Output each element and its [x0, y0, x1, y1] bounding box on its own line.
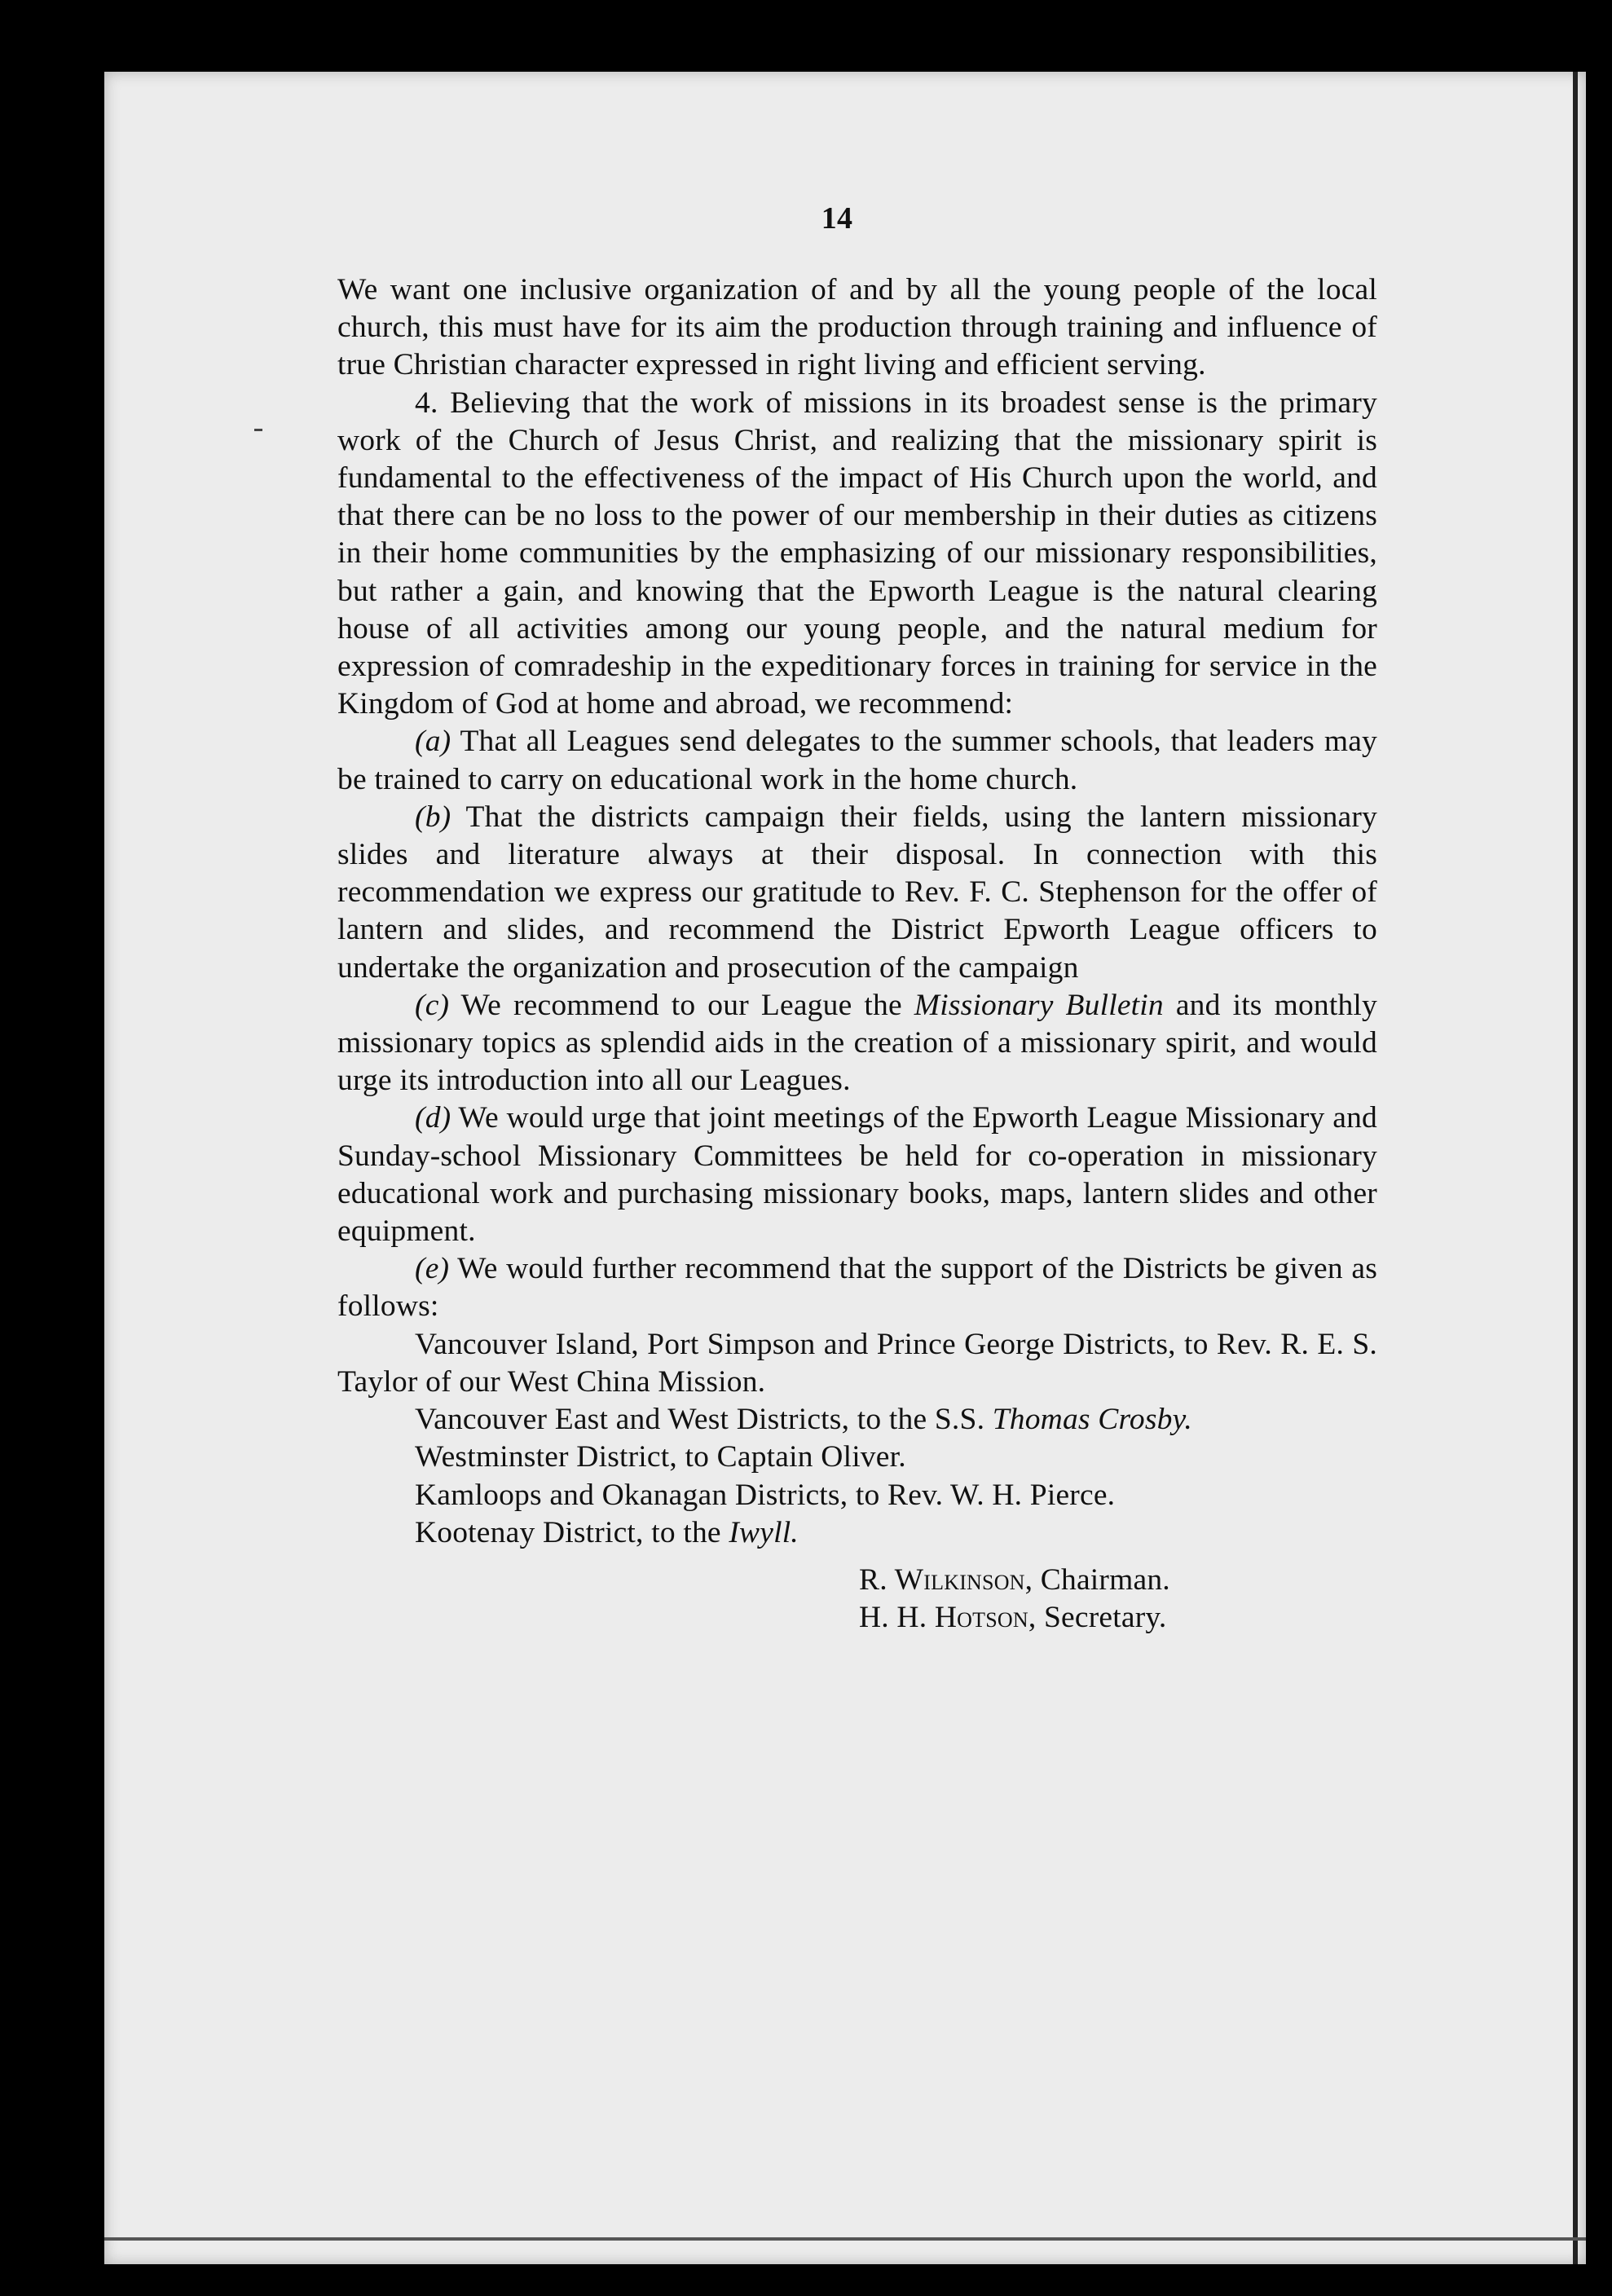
recommendation-c-publication: Missionary Bulletin	[914, 988, 1164, 1022]
district-support-5-text: Kootenay District, to the	[415, 1515, 729, 1549]
signature-secretary	[337, 1599, 1377, 1637]
district-support-2	[337, 1401, 1377, 1439]
signature-chairman	[337, 1562, 1377, 1599]
secretary-role: Secretary.	[1036, 1601, 1167, 1635]
district-support-2-text: Vancouver East and West Districts, to the S.S.	[415, 1403, 993, 1437]
secretary-name: H. H. Hotson,	[859, 1601, 1037, 1635]
chairman-name: R. Wilkinson,	[859, 1562, 1033, 1597]
recommendation-c-after: and its monthly missionary topics as splendid aids in the creation of a missionary spirit, and would urge its introduction into all our Leagues.	[337, 988, 1377, 1098]
district-support-3: Westminster District, to Captain Oliver.	[415, 1440, 906, 1474]
paragraph-organization: We want one inclusive organization of and by all the young people of the local church, this must have for its aim the production through training and influence of true Christian character expressed in right living and efficient serving.	[337, 273, 1377, 382]
marker-b: (b)	[415, 800, 451, 834]
recommendation-c-before: We recommend to our League the	[460, 988, 914, 1022]
recommendation-e	[337, 1250, 1377, 1325]
district-support-2-ship: Thomas Crosby.	[992, 1403, 1192, 1437]
marker-a: (a)	[415, 725, 451, 759]
page-edge-right	[1573, 72, 1578, 2264]
recommendation-a	[337, 723, 1377, 798]
recommendation-b-text: That the districts campaign their fields, using the lantern missionary slides and literature always at their disposal. In connection with this recommendation we express our gratitude to Rev. F. C. Stephenson for the offer of lantern and slides, and recommend the District Epworth League officers to undertake the organization and prosecution of the campaign	[337, 800, 1377, 985]
document-body	[337, 200, 1377, 1637]
recommendation-b	[337, 799, 1377, 987]
recommendation-d-text: We would urge that joint meetings of the Epworth League Missionary and Sunday-school Missionary Committees be held for co-operation in missionary educational work and purchasing missionary books, maps, lantern slides and other equipment.	[337, 1101, 1377, 1249]
stray-mark	[254, 429, 262, 431]
district-support-5-vessel: Iwyll.	[729, 1515, 799, 1549]
paragraph-missions: 4. Believing that the work of missions in its broadest sense is the primary work of the Church of Jesus Christ, and realizing that the missionary spirit is fundamental to the effectiveness of the impact of His Church upon the world, and that there can be no loss to the power of our membership in their duties as citizens in their home communities by the emphasizing of our missionary responsibilities, but rather a gain, and knowing that the Epworth League is the natural clearing house of all activities among our young people, and the natural medium for expression of comradeship in the expeditionary forces in training for service in the Kingdom of God at home and abroad, we recommend:	[337, 386, 1377, 721]
recommendation-d	[337, 1100, 1377, 1250]
district-support-1: Vancouver Island, Port Simpson and Prince George Districts, to Rev. R. E. S. Taylor of our West China Mission.	[337, 1327, 1377, 1399]
page-number: 14	[821, 201, 853, 236]
recommendation-c	[337, 987, 1377, 1100]
chairman-role: Chairman.	[1033, 1562, 1170, 1597]
marker-e: (e)	[415, 1252, 450, 1286]
district-support-4: Kamloops and Okanagan Districts, to Rev. W. H. Pierce.	[415, 1478, 1116, 1512]
marker-c: (c)	[415, 988, 450, 1022]
page-edge-bottom	[104, 2237, 1586, 2241]
recommendation-a-text: That all Leagues send delegates to the summer schools, that leaders may be trained to carry on educational work in the home church.	[337, 725, 1377, 796]
district-support-5	[337, 1514, 1377, 1552]
marker-d: (d)	[415, 1101, 451, 1135]
recommendation-e-text: We would further recommend that the support of the Districts be given as follows:	[337, 1252, 1377, 1324]
